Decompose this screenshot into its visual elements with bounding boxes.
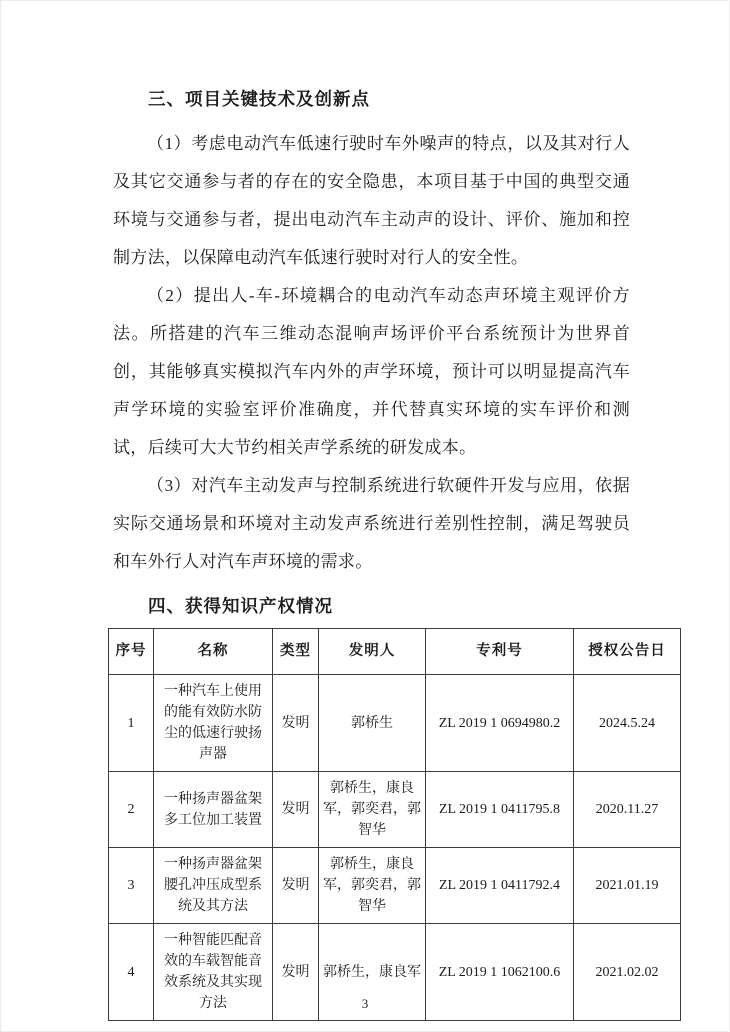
- cell-type: 发明: [273, 675, 319, 772]
- cell-no: 2: [109, 772, 154, 848]
- col-header-type: 类型: [273, 629, 319, 675]
- table-row: [109, 675, 681, 772]
- cell-name: 一种智能匹配音效的车载智能音效系统及其实现方法: [154, 924, 273, 1021]
- cell-patent-no: ZL 2019 1 0411792.4: [426, 848, 574, 924]
- patent-table: [108, 628, 681, 1021]
- cell-inventors: 郭桥生: [319, 675, 426, 772]
- cell-inventors: 郭桥生，康良军，郭奕君，郭智华: [319, 848, 426, 924]
- cell-patent-no: ZL 2019 1 0694980.2: [426, 675, 574, 772]
- cell-patent-no: ZL 2019 1 1062100.6: [426, 924, 574, 1021]
- cell-type: 发明: [273, 772, 319, 848]
- cell-grant-date: 2021.02.02: [574, 924, 681, 1021]
- cell-name: 一种扬声器盆架多工位加工装置: [154, 772, 273, 848]
- cell-no: 3: [109, 848, 154, 924]
- cell-grant-date: 2021.01.19: [574, 848, 681, 924]
- section-heading-key-tech: 三、项目关键技术及创新点: [148, 89, 370, 109]
- cell-inventors: 郭桥生，康良军: [319, 924, 426, 1021]
- cell-grant-date: 2024.5.24: [574, 675, 681, 772]
- cell-name: 一种汽车上使用的能有效防水防尘的低速行驶扬声器: [154, 675, 273, 772]
- table-row: [109, 772, 681, 848]
- col-header-name: 名称: [154, 629, 273, 675]
- col-header-patent-no: 专利号: [426, 629, 574, 675]
- paragraph-key-tech-2: （2）提出人-车-环境耦合的电动汽车动态声环境主观评价方法。所搭建的汽车三维动态混响声场评价平台系统预计为世界首创，其能够真实模拟汽车内外的声学环境，预计可以明显提高汽车声学环境的实验室评价准确度，并代替真实环境的实车评价和测试，后续可大大节约相关声学系统的研发成本。: [113, 286, 630, 457]
- cell-inventors: 郭桥生，康良军，郭奕君，郭智华: [319, 772, 426, 848]
- section-heading-ip: 四、获得知识产权情况: [148, 596, 333, 616]
- page-number: 3: [361, 996, 369, 1011]
- paragraph-key-tech-1: （1）考虑电动汽车低速行驶时车外噪声的特点，以及其对行人及其它交通参与者的存在的安全隐患，本项目基于中国的典型交通环境与交通参与者，提出电动汽车主动声的设计、评价、施加和控制方法，以保障电动汽车低速行驶时对行人的安全性。: [113, 134, 630, 267]
- cell-no: 4: [109, 924, 154, 1021]
- patent-table-header: [109, 629, 681, 675]
- table-row: [109, 848, 681, 924]
- cell-name: 一种扬声器盆架腰孔冲压成型系统及其方法: [154, 848, 273, 924]
- paragraph-key-tech-3: （3）对汽车主动发声与控制系统进行软硬件开发与应用，依据实际交通场景和环境对主动发声系统进行差别性控制，满足驾驶员和车外行人对汽车声环境的需求。: [113, 476, 630, 571]
- col-header-inventors: 发明人: [319, 629, 426, 675]
- cell-grant-date: 2020.11.27: [574, 772, 681, 848]
- cell-type: 发明: [273, 848, 319, 924]
- table-header-row: [109, 629, 681, 675]
- cell-patent-no: ZL 2019 1 0411795.8: [426, 772, 574, 848]
- cell-no: 1: [109, 675, 154, 772]
- patent-table-body: [109, 675, 681, 1021]
- col-header-grant-date: 授权公告日: [574, 629, 681, 675]
- cell-type: 发明: [273, 924, 319, 1021]
- col-header-no: 序号: [109, 629, 154, 675]
